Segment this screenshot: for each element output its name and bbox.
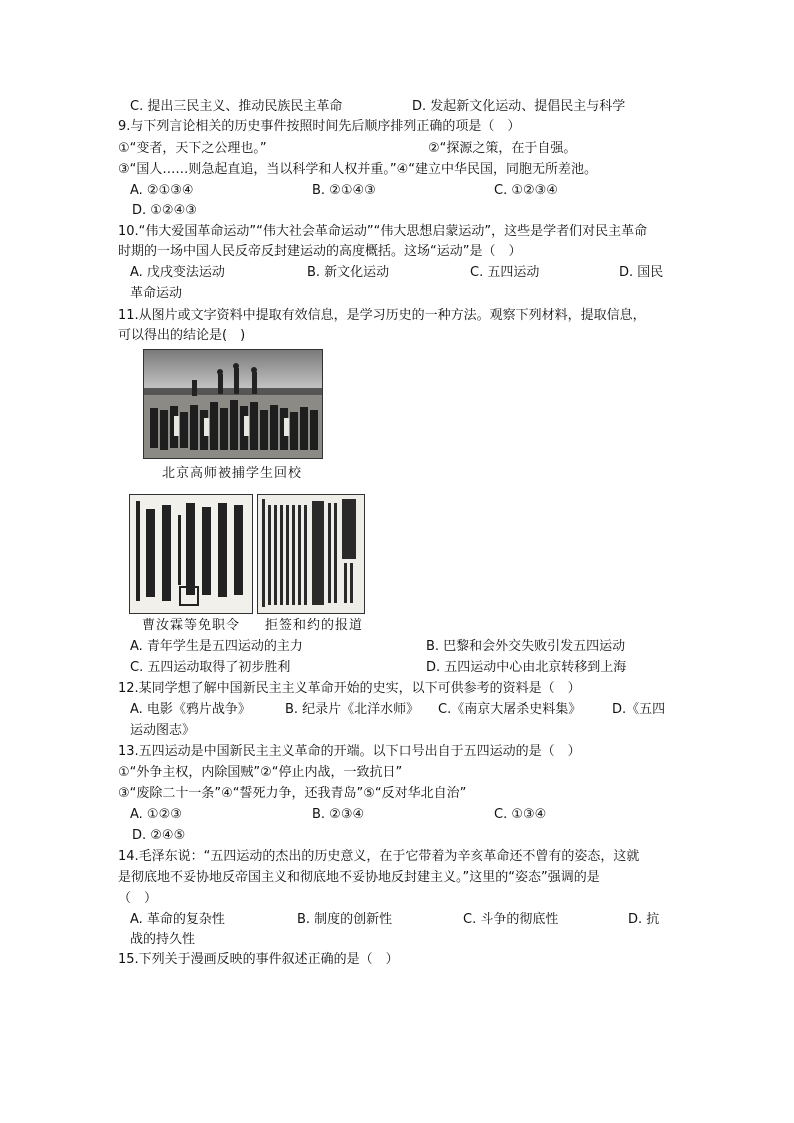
q12-stem: 12.某同学想了解中国新民主主义革命开始的史实，以下可供参考的资料是（ ） xyxy=(118,681,581,696)
q9-quote-3-4: ③“国人……则急起直追，当以科学和人权并重。”④“建立中华民国，同胞无所差池。 xyxy=(118,162,598,177)
q11-stem-line-2: 可以得出的结论是( ) xyxy=(118,328,246,343)
q12-option-c: C.《南京大屠杀史料集》 xyxy=(438,702,582,717)
q9-stem: 9.与下列言论相关的历史事件按照时间先后顺序排列正确的项是（ ） xyxy=(118,119,521,134)
q10-option-d-continued: 革命运动 xyxy=(130,286,183,301)
q8-option-d: D. 发起新文化运动、提倡民主与科学 xyxy=(412,99,626,114)
q9-quote-2: ②“探源之策，在于自强。 xyxy=(428,141,577,156)
q14-option-c: C. 斗争的彻底性 xyxy=(463,912,559,927)
q10-stem-line-1: 10.“伟大爱国革命运动”“伟大社会革命运动”“伟大思想启蒙运动”，这些是学者们对民主革命 xyxy=(118,224,648,239)
students-return-photo xyxy=(143,349,323,459)
q14-stem-line-2: 是彻底地不妥协地反帝国主义和彻底地不妥协地反封建主义。”这里的“姿态”强调的是 xyxy=(118,870,600,885)
q13-slogans-line-1: ①“外争主权，内除国贼”②“停止内战，一致抗日” xyxy=(118,765,403,780)
treaty-report-graphic xyxy=(258,495,364,613)
q8-option-c: C. 提出三民主义、推动民族民主革命 xyxy=(130,99,343,114)
q11-option-a: A. 青年学生是五四运动的主力 xyxy=(130,639,303,654)
q10-option-d: D. 国民 xyxy=(619,265,664,280)
caption-dismissal-order: 曹汝霖等免职令 xyxy=(142,618,241,633)
q12-option-a: A. 电影《鸦片战争》 xyxy=(130,702,251,717)
dismissal-order-graphic xyxy=(130,495,252,613)
q14-stem-line-3: （ ） xyxy=(118,891,158,906)
q14-option-a: A. 革命的复杂性 xyxy=(130,912,225,927)
q12-option-b: B. 纪录片《北洋水师》 xyxy=(285,702,420,717)
q9-option-d: D. ①②④③ xyxy=(132,203,197,218)
q12-option-d-continued: 运动图志》 xyxy=(130,723,196,738)
q9-option-a: A. ②①③④ xyxy=(130,183,194,198)
q9-option-b: B. ②①④③ xyxy=(312,183,376,198)
dismissal-order-image xyxy=(129,494,253,614)
q13-option-d: D. ②④⑤ xyxy=(132,828,186,843)
caption-students-return: 北京高师被捕学生回校 xyxy=(162,466,303,481)
q13-option-c: C. ①③④ xyxy=(494,807,547,822)
q15-stem: 15.下列关于漫画反映的事件叙述正确的是（ ） xyxy=(118,952,399,967)
students-return-photo-graphic xyxy=(144,350,322,458)
q13-option-b: B. ②③④ xyxy=(312,807,365,822)
q11-stem-line-1: 11.从图片或文字资料中提取有效信息，是学习历史的一种方法。观察下列材料，提取信息， xyxy=(118,308,646,323)
q14-option-d: D. 抗 xyxy=(628,912,660,927)
caption-treaty-report: 拒签和约的报道 xyxy=(265,618,364,633)
q9-option-c: C. ①②③④ xyxy=(494,183,558,198)
q13-stem: 13.五四运动是中国新民主主义革命的开端。以下口号出自于五四运动的是（ ） xyxy=(118,744,581,759)
q11-option-c: C. 五四运动取得了初步胜利 xyxy=(130,660,291,675)
q14-option-d-continued: 战的持久性 xyxy=(130,932,196,947)
q14-stem-line-1: 14.毛泽东说：“五四运动的杰出的历史意义，在于它带着为辛亥革命还不曾有的姿态，这就 xyxy=(118,849,640,864)
q13-slogans-line-2: ③“废除二十一条”④“誓死力争，还我青岛”⑤“反对华北自治” xyxy=(118,786,467,801)
treaty-report-image xyxy=(257,494,365,614)
q11-option-b: B. 巴黎和会外交失败引发五四运动 xyxy=(426,639,626,654)
q11-option-d: D. 五四运动中心由北京转移到上海 xyxy=(426,660,627,675)
q10-option-a: A. 戊戌变法运动 xyxy=(130,265,225,280)
q12-option-d: D.《五四 xyxy=(612,702,666,717)
q13-option-a: A. ①②③ xyxy=(130,807,182,822)
q10-option-b: B. 新文化运动 xyxy=(307,265,390,280)
q10-option-c: C. 五四运动 xyxy=(470,265,540,280)
q9-quote-1: ①“变者，天下之公理也。” xyxy=(118,141,267,156)
q10-stem-line-2: 时期的一场中国人民反帝反封建运动的高度概括。这场“运动”是（ ） xyxy=(118,244,522,259)
q14-option-b: B. 制度的创新性 xyxy=(297,912,393,927)
